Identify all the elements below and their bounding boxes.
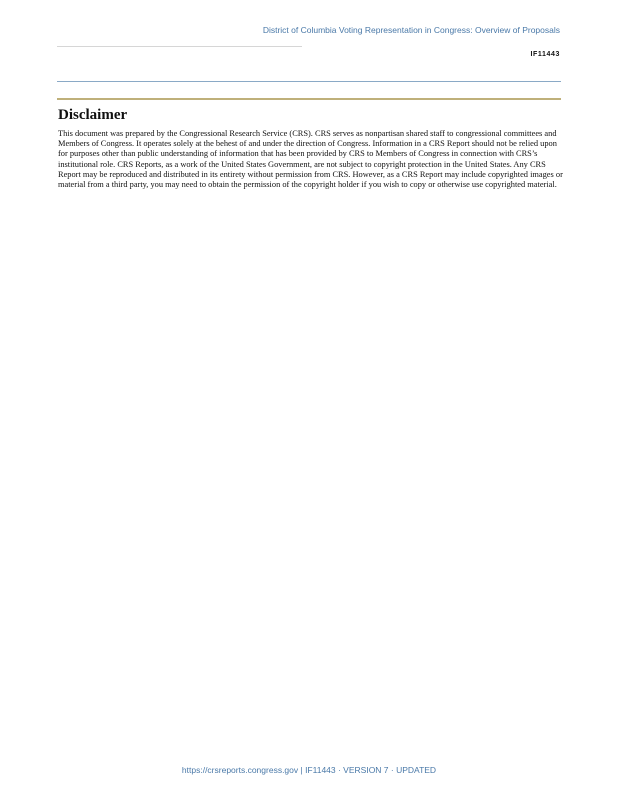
section-divider: [57, 98, 561, 100]
disclaimer-heading: Disclaimer: [58, 107, 128, 123]
disclaimer-body: This document was prepared by the Congressional Research Service (CRS). CRS serves as nonpartisan shared staff to congressional committees and Members of Congress. It operates solely at the behest of and under the direction of Congress. Information in a CRS Report should not be relied upon for purposes other than public understanding of information that has been provided by CRS to Members of Congress in connection with CRS’s institutional role. CRS Reports, as a work of the United States Government, are not subject to copyright protection in the United States. Any CRS Report may be reproduced and distributed in its entirety without permission from CRS. However, as a CRS Report may include copyrighted images or material from a third party, you may need to obtain the permission of the copyright holder if you wish to copy or otherwise use copyrighted material.: [58, 129, 563, 190]
header-divider: [57, 81, 561, 82]
header-thin-divider: [57, 46, 302, 47]
page-footer: https://crsreports.congress.gov | IF11443 · VERSION 7 · UPDATED: [181, 765, 437, 775]
report-id: IF11443: [530, 51, 560, 58]
running-header-title: District of Columbia Voting Representation in Congress: Overview of Proposals: [262, 25, 560, 35]
